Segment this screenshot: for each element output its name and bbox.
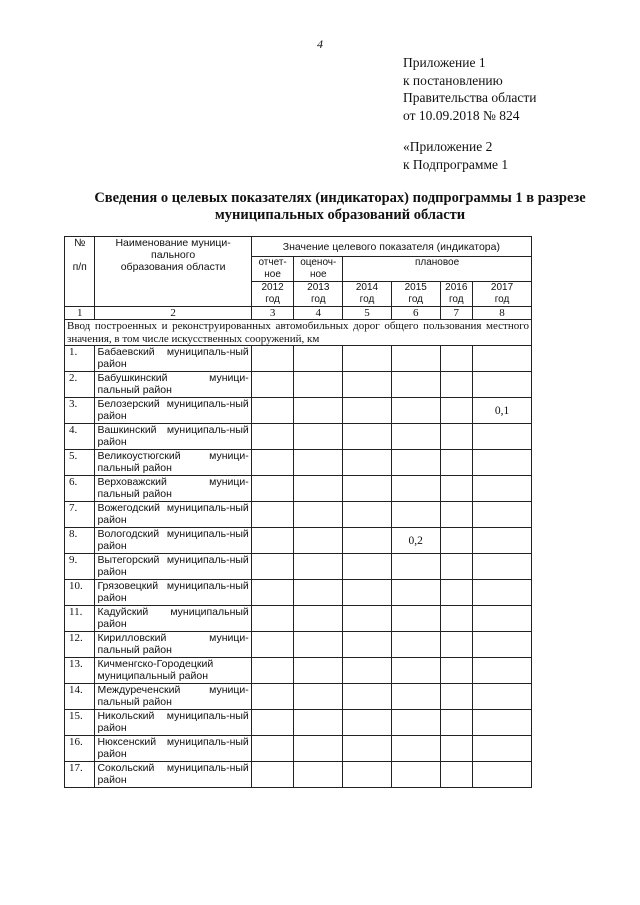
indicator-value bbox=[343, 424, 392, 450]
header-no: № п/п bbox=[65, 237, 95, 307]
row-number: 13. bbox=[65, 658, 95, 684]
indicator-value bbox=[391, 684, 440, 710]
annex-line: к постановлению bbox=[403, 72, 503, 88]
indicator-value bbox=[294, 528, 343, 554]
indicator-value bbox=[473, 450, 532, 476]
indicator-value bbox=[294, 346, 343, 372]
table-row bbox=[65, 528, 532, 554]
indicator-value bbox=[473, 554, 532, 580]
page-number: 4 bbox=[317, 37, 323, 51]
municipality-name: Вожегодский муниципаль-ный район bbox=[95, 502, 251, 528]
header-year: 2015 год bbox=[391, 282, 440, 307]
indicator-value bbox=[343, 580, 392, 606]
indicator-value bbox=[343, 398, 392, 424]
indicator-value bbox=[473, 736, 532, 762]
row-number: 1. bbox=[65, 346, 95, 372]
indicator-value bbox=[251, 580, 294, 606]
header-year: 2013 год bbox=[294, 282, 343, 307]
table-row bbox=[65, 554, 532, 580]
indicator-value bbox=[251, 528, 294, 554]
row-number: 7. bbox=[65, 502, 95, 528]
indicator-value bbox=[251, 762, 294, 788]
indicator-value bbox=[473, 632, 532, 658]
indicator-value bbox=[473, 580, 532, 606]
indicator-value bbox=[343, 476, 392, 502]
indicator-value bbox=[440, 580, 472, 606]
row-number: 3. bbox=[65, 398, 95, 424]
annex-header bbox=[403, 54, 536, 124]
column-number: 3 bbox=[251, 307, 294, 320]
indicator-value bbox=[440, 528, 472, 554]
indicator-value bbox=[440, 710, 472, 736]
row-number: 17. bbox=[65, 762, 95, 788]
indicator-value bbox=[391, 424, 440, 450]
table-row bbox=[65, 606, 532, 632]
municipality-name: Междуреченский муници-пальный район bbox=[95, 684, 251, 710]
indicator-value bbox=[294, 580, 343, 606]
indicator-value bbox=[294, 450, 343, 476]
column-number: 1 bbox=[65, 307, 95, 320]
row-number: 15. bbox=[65, 710, 95, 736]
row-number: 14. bbox=[65, 684, 95, 710]
row-number: 11. bbox=[65, 606, 95, 632]
indicator-value bbox=[473, 372, 532, 398]
indicator-value bbox=[294, 710, 343, 736]
title-line: муниципальных образований области bbox=[214, 207, 466, 223]
table-row bbox=[65, 710, 532, 736]
indicator-value bbox=[343, 632, 392, 658]
indicator-value bbox=[294, 502, 343, 528]
row-number: 4. bbox=[65, 424, 95, 450]
indicator-value bbox=[294, 424, 343, 450]
indicator-value bbox=[294, 658, 343, 684]
municipality-name: Нюксенский муниципаль-ный район bbox=[95, 736, 251, 762]
indicator-value bbox=[440, 762, 472, 788]
column-number: 4 bbox=[294, 307, 343, 320]
municipality-name: Бабаевский муниципаль-ный район bbox=[95, 346, 251, 372]
indicator-value bbox=[251, 424, 294, 450]
indicator-value: 0,2 bbox=[391, 528, 440, 554]
municipality-name: Никольский муниципаль-ный район bbox=[95, 710, 251, 736]
indicator-value bbox=[391, 398, 440, 424]
annex2-header bbox=[403, 138, 508, 174]
indicator-value: 0,1 bbox=[473, 398, 532, 424]
indicator-value bbox=[473, 658, 532, 684]
annex2-line: «Приложение 2 bbox=[403, 139, 493, 154]
row-number: 16. bbox=[65, 736, 95, 762]
indicator-value bbox=[391, 658, 440, 684]
indicator-value bbox=[343, 346, 392, 372]
indicator-value bbox=[343, 606, 392, 632]
indicator-value bbox=[473, 606, 532, 632]
header-name: Наименование муници- пального образования области bbox=[95, 237, 251, 307]
section-title: Ввод построенных и реконструированных автомобильных дорог общего пользования местного значения, в том числе искусственных сооружений, км bbox=[65, 320, 532, 346]
indicator-value bbox=[473, 762, 532, 788]
indicator-value bbox=[294, 762, 343, 788]
indicator-value bbox=[251, 606, 294, 632]
indicator-value bbox=[343, 450, 392, 476]
indicator-value bbox=[473, 424, 532, 450]
indicator-value bbox=[391, 710, 440, 736]
table-row bbox=[65, 684, 532, 710]
row-number: 10. bbox=[65, 580, 95, 606]
indicator-value bbox=[294, 398, 343, 424]
column-number: 2 bbox=[95, 307, 251, 320]
row-number: 5. bbox=[65, 450, 95, 476]
municipality-name: Верховажский муници-пальный район bbox=[95, 476, 251, 502]
indicator-value bbox=[343, 762, 392, 788]
indicator-value bbox=[343, 658, 392, 684]
table-row bbox=[65, 736, 532, 762]
indicator-value bbox=[294, 736, 343, 762]
indicator-value bbox=[473, 528, 532, 554]
municipality-name: Вытегорский муниципаль-ный район bbox=[95, 554, 251, 580]
table-row bbox=[65, 762, 532, 788]
indicator-value bbox=[343, 554, 392, 580]
indicator-value bbox=[251, 476, 294, 502]
indicator-value bbox=[294, 632, 343, 658]
indicator-value bbox=[251, 450, 294, 476]
municipality-name: Грязовецкий муниципаль-ный район bbox=[95, 580, 251, 606]
column-number: 5 bbox=[343, 307, 392, 320]
indicator-value bbox=[440, 372, 472, 398]
table-row bbox=[65, 398, 532, 424]
indicator-value bbox=[343, 528, 392, 554]
table-row bbox=[65, 424, 532, 450]
table-row bbox=[65, 580, 532, 606]
row-number: 2. bbox=[65, 372, 95, 398]
indicator-value bbox=[391, 606, 440, 632]
table-row bbox=[65, 346, 532, 372]
indicator-value bbox=[473, 684, 532, 710]
header-year: 2016 год bbox=[440, 282, 472, 307]
indicator-value bbox=[440, 736, 472, 762]
indicator-value bbox=[473, 476, 532, 502]
indicator-value bbox=[473, 502, 532, 528]
indicator-value bbox=[251, 372, 294, 398]
annex-line: Приложение 1 bbox=[403, 55, 486, 70]
header-value: Значение целевого показателя (индикатора) bbox=[251, 237, 531, 257]
indicator-value bbox=[251, 502, 294, 528]
indicator-value bbox=[440, 658, 472, 684]
indicator-value bbox=[391, 580, 440, 606]
municipality-name: Кичменгско-Городецкий муниципальный район bbox=[95, 658, 251, 684]
indicator-value bbox=[440, 424, 472, 450]
indicator-value bbox=[251, 554, 294, 580]
municipality-name: Белозерский муниципаль-ный район bbox=[95, 398, 251, 424]
indicator-value bbox=[343, 502, 392, 528]
table-row bbox=[65, 476, 532, 502]
row-number: 6. bbox=[65, 476, 95, 502]
title-line: Сведения о целевых показателях (индикаторах) подпрограммы 1 в разрезе bbox=[94, 190, 586, 206]
header-reported: отчет- ное bbox=[251, 257, 294, 282]
municipality-name: Великоустюгский муници-пальный район bbox=[95, 450, 251, 476]
indicator-value bbox=[251, 658, 294, 684]
header-year: 2017 год bbox=[473, 282, 532, 307]
indicator-value bbox=[391, 632, 440, 658]
table-row bbox=[65, 372, 532, 398]
indicator-value bbox=[251, 632, 294, 658]
header-planned: плановое bbox=[343, 257, 532, 282]
indicator-value bbox=[391, 736, 440, 762]
annex-line: Правительства области bbox=[403, 90, 537, 105]
indicator-value bbox=[440, 450, 472, 476]
municipality-name: Кирилловский муници-пальный район bbox=[95, 632, 251, 658]
indicator-value bbox=[343, 684, 392, 710]
annex2-line: к Подпрограмме 1 bbox=[403, 157, 509, 172]
indicator-value bbox=[440, 502, 472, 528]
indicator-value bbox=[294, 606, 343, 632]
indicator-value bbox=[440, 684, 472, 710]
document-title bbox=[70, 190, 610, 224]
indicator-value bbox=[251, 736, 294, 762]
indicator-value bbox=[391, 346, 440, 372]
indicator-value bbox=[343, 372, 392, 398]
municipality-name: Бабушкинский муници-пальный район bbox=[95, 372, 251, 398]
indicator-value bbox=[473, 346, 532, 372]
indicator-value bbox=[440, 554, 472, 580]
table-row bbox=[65, 632, 532, 658]
header-year: 2014 год bbox=[343, 282, 392, 307]
indicators-table bbox=[64, 236, 532, 788]
indicator-value bbox=[251, 710, 294, 736]
header-year: 2012 год bbox=[251, 282, 294, 307]
indicator-value bbox=[391, 450, 440, 476]
indicator-value bbox=[251, 346, 294, 372]
municipality-name: Вологодский муниципаль-ный район bbox=[95, 528, 251, 554]
row-number: 8. bbox=[65, 528, 95, 554]
indicator-value bbox=[343, 736, 392, 762]
municipality-name: Кадуйский муниципальный район bbox=[95, 606, 251, 632]
indicator-value bbox=[294, 476, 343, 502]
column-number: 6 bbox=[391, 307, 440, 320]
indicator-value bbox=[391, 372, 440, 398]
row-number: 9. bbox=[65, 554, 95, 580]
table-row bbox=[65, 450, 532, 476]
indicator-value bbox=[440, 632, 472, 658]
indicator-value bbox=[343, 710, 392, 736]
indicator-value bbox=[440, 346, 472, 372]
indicator-value bbox=[294, 372, 343, 398]
indicator-value bbox=[391, 554, 440, 580]
indicator-value bbox=[473, 710, 532, 736]
indicator-value bbox=[294, 554, 343, 580]
indicator-value bbox=[391, 762, 440, 788]
indicator-value bbox=[391, 502, 440, 528]
municipality-name: Вашкинский муниципаль-ный район bbox=[95, 424, 251, 450]
column-number: 8 bbox=[473, 307, 532, 320]
indicator-value bbox=[391, 476, 440, 502]
indicator-value bbox=[251, 398, 294, 424]
table-row bbox=[65, 658, 532, 684]
indicator-value bbox=[440, 606, 472, 632]
indicator-value bbox=[440, 476, 472, 502]
indicator-value bbox=[251, 684, 294, 710]
row-number: 12. bbox=[65, 632, 95, 658]
column-number: 7 bbox=[440, 307, 472, 320]
header-estimated: оценоч- ное bbox=[294, 257, 343, 282]
municipality-name: Сокольский муниципаль-ный район bbox=[95, 762, 251, 788]
indicator-value bbox=[440, 398, 472, 424]
table-row bbox=[65, 502, 532, 528]
indicator-value bbox=[294, 684, 343, 710]
annex-line: от 10.09.2018 № 824 bbox=[403, 107, 520, 123]
